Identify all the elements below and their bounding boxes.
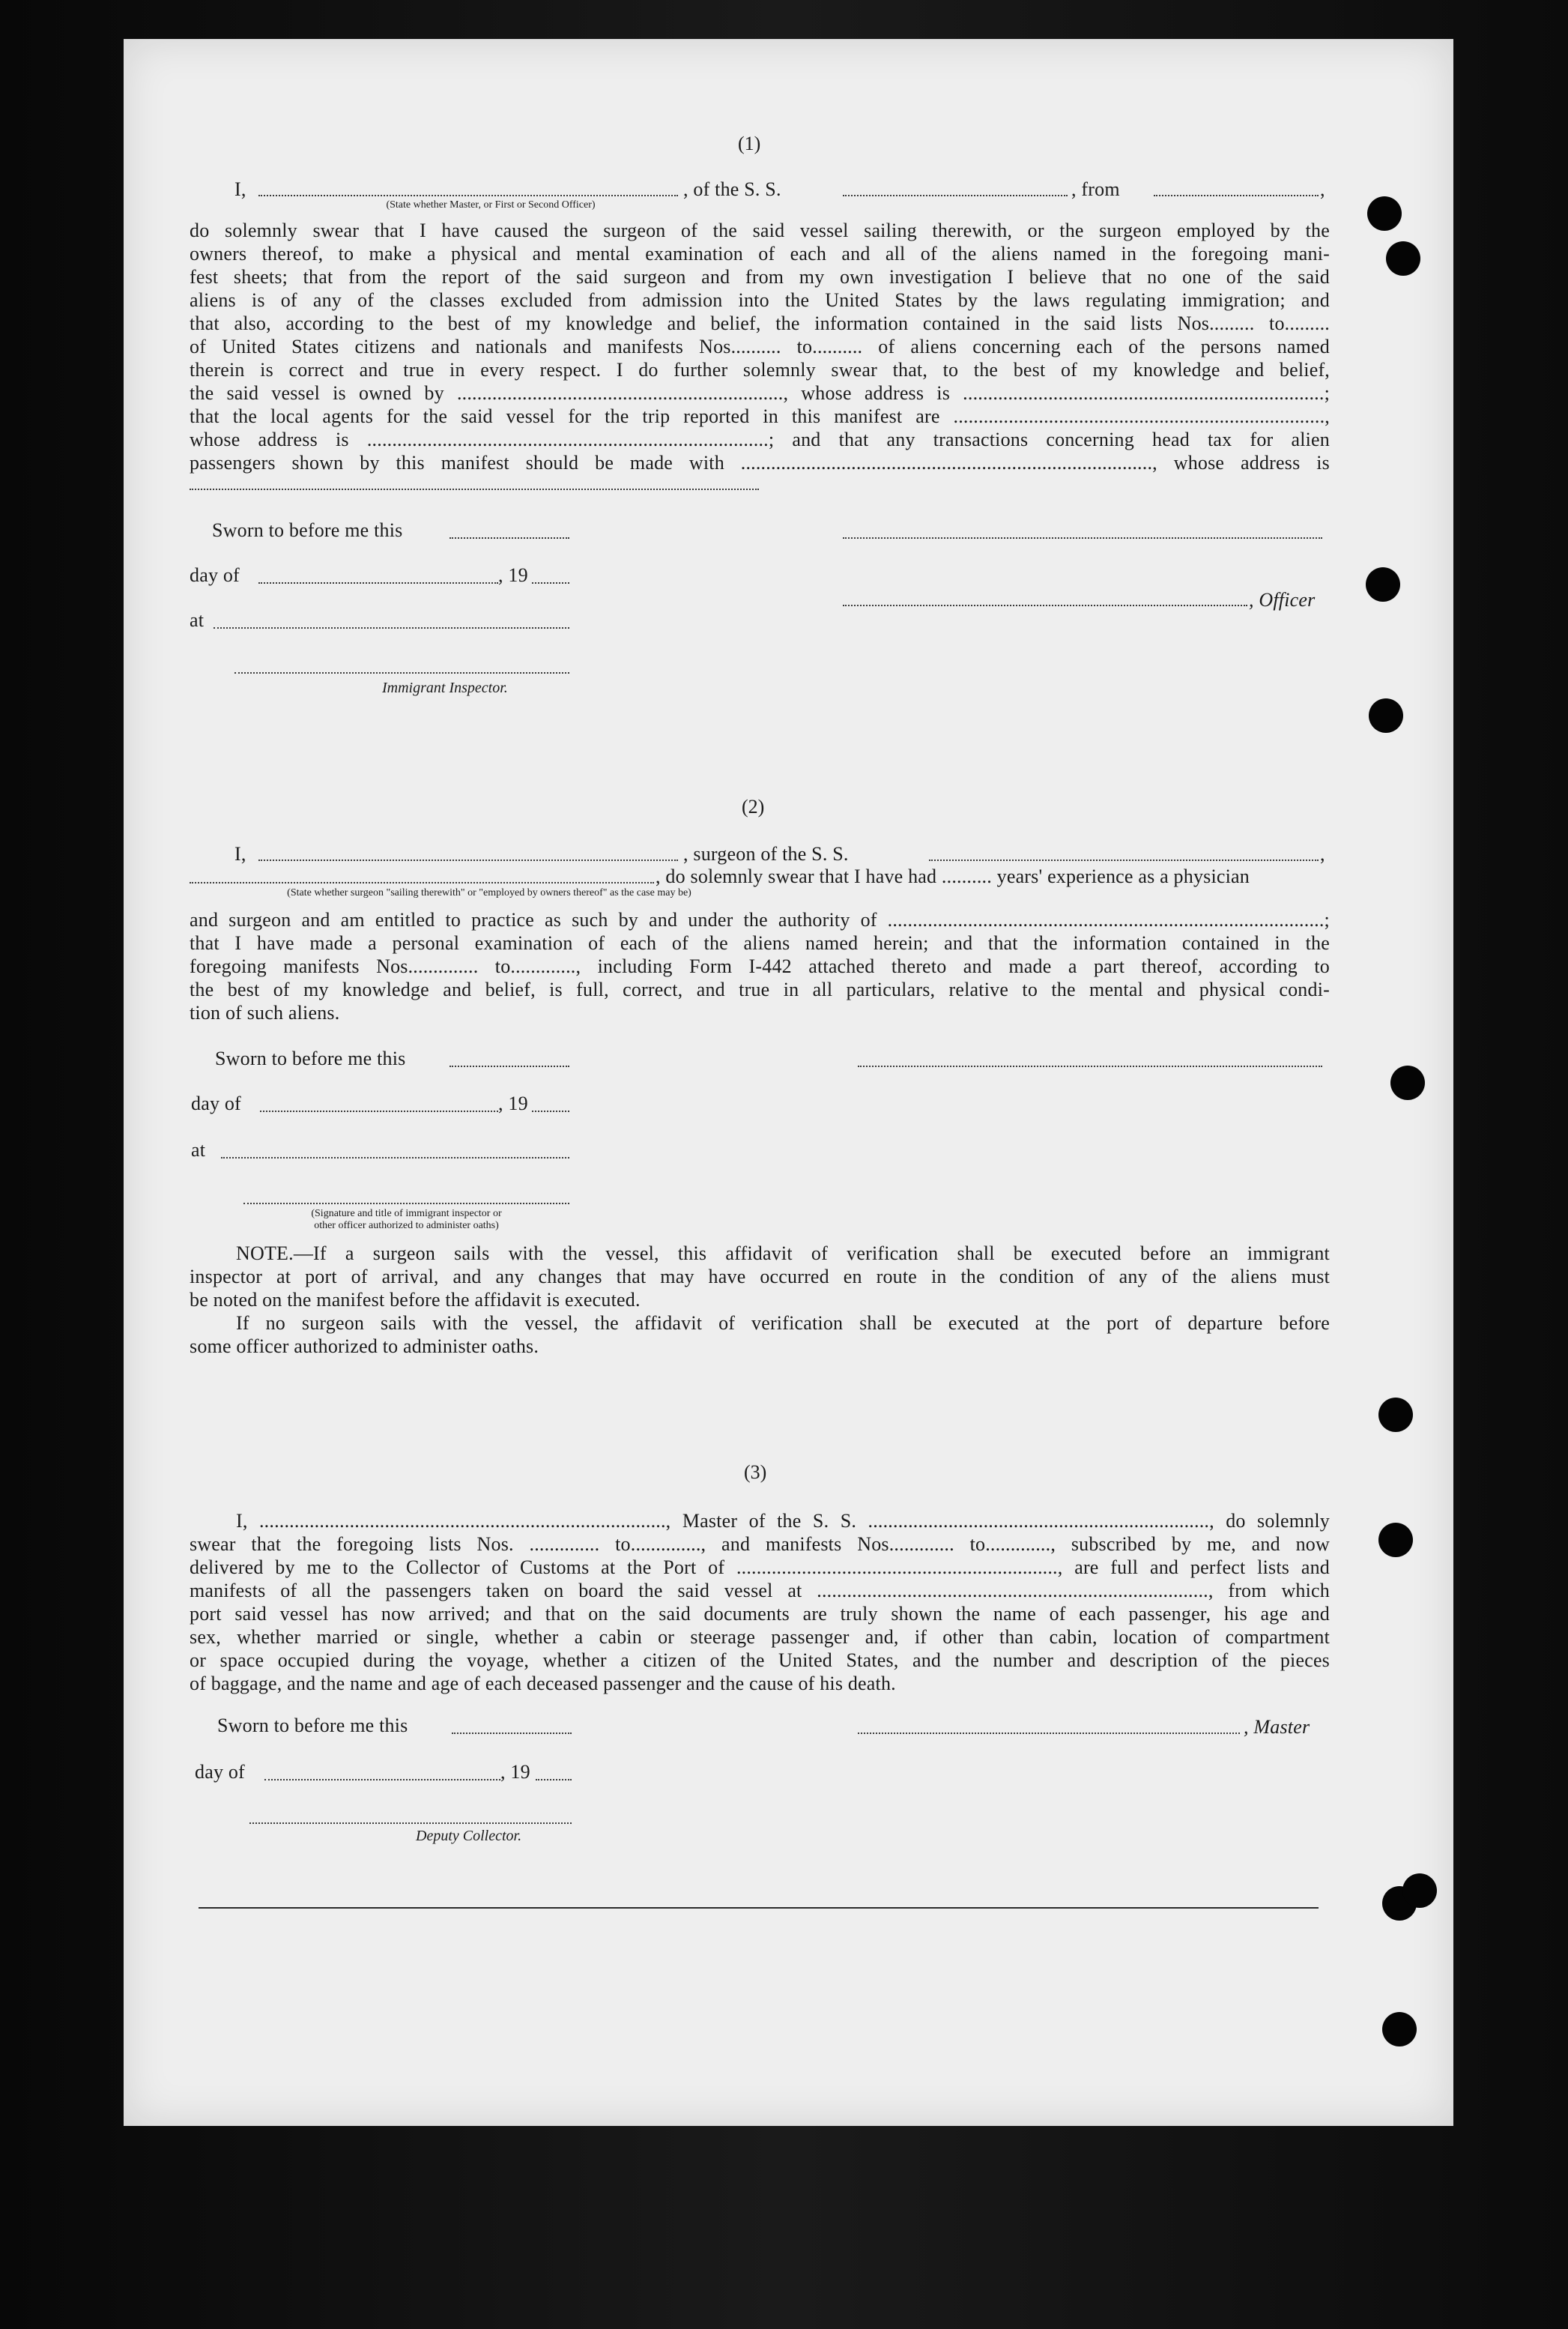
s1-at-blank — [214, 627, 569, 629]
s1-header-note: (State whether Master, or First or Second Officer) — [386, 199, 596, 211]
s1-line-11: passengers shown by this manifest should be made with .................................................................................., whose address is — [190, 452, 1330, 474]
s1-day-blank — [258, 582, 498, 584]
s2-note-line-4: If no surgeon sails with the vessel, the affidavit of verification shall be executed at the port of departure before — [236, 1312, 1330, 1334]
punch-hole — [1390, 1066, 1425, 1100]
s1-line-1: do solemnly swear that I have caused the surgeon of the said vessel sailing therewith, or the surgeon employed by the — [190, 220, 1330, 241]
s2-at-blank — [221, 1157, 569, 1159]
s3-line-8: of baggage, and the name and age of each deceased passenger and the cause of his death. — [190, 1673, 896, 1694]
s1-day-label: day of — [190, 564, 240, 586]
manifest-page — [124, 39, 1453, 2126]
s3-sworn-label: Sworn to before me this — [217, 1715, 408, 1736]
s2-line-1: and surgeon and am entitled to practice as such by and under the authority of .......................................................................................; — [190, 909, 1330, 931]
punch-hole — [1378, 1398, 1413, 1432]
bottom-rule — [199, 1907, 1319, 1909]
s3-year-label: , 19 — [500, 1761, 530, 1783]
s3-master-blank — [858, 1733, 1240, 1734]
s2-surgeon-label: , surgeon of the S. S. — [683, 843, 849, 865]
s2-day-label: day of — [191, 1093, 241, 1114]
punch-hole — [1367, 196, 1402, 231]
s1-line-8: the said vessel is owned by ................................................................., whose address is ........................................................................; — [190, 382, 1330, 404]
s2-sworn-label: Sworn to before me this — [215, 1048, 406, 1069]
s1-line-5: that also, according to the best of my knowledge and belief, the information contained in the said lists Nos......... to......... — [190, 312, 1330, 334]
s1-inspector-label: Immigrant Inspector. — [382, 680, 508, 696]
section-1-number: (1) — [738, 133, 761, 154]
s1-name-blank — [258, 195, 678, 196]
s3-line-2: swear that the foregoing lists Nos. .............. to.............., and manifests Nos............. to............., subscribed by me, and now — [190, 1533, 1330, 1555]
s2-line-3: foregoing manifests Nos.............. to............., including Form I-442 attached thereto and made a part thereof, according to — [190, 955, 1330, 977]
s1-year-label: , 19 — [498, 564, 528, 586]
s1-address-continuation — [190, 489, 759, 490]
s1-officer-blank — [843, 605, 1247, 606]
s2-note-line-3: be noted on the manifest before the affidavit is executed. — [190, 1289, 641, 1311]
s2-sig-note-2: other officer authorized to administer oaths) — [314, 1220, 499, 1231]
s2-year-blank — [532, 1111, 569, 1112]
s1-line-9: that the local agents for the said vessel for the trip reported in this manifest are .........................................................................., — [190, 405, 1330, 427]
s2-sig-note-1: (Signature and title of immigrant inspector or — [311, 1208, 502, 1219]
s2-line-2: that I have made a personal examination of each of the aliens named herein; and that the information contained in the — [190, 932, 1330, 954]
s2-name-blank — [258, 860, 678, 861]
punch-hole — [1402, 1873, 1437, 1908]
punch-hole — [1382, 2012, 1417, 2046]
s3-master-label: , Master — [1244, 1716, 1310, 1738]
s3-line-3: delivered by me to the Collector of Customs at the Port of ................................................................, are full and perfect lists and — [190, 1556, 1330, 1578]
s1-line-7: therein is correct and true in every respect. I do further solemnly swear that, to the best of my knowledge and belief, — [190, 359, 1330, 381]
s2-note-line-1: NOTE.—If a surgeon sails with the vessel, this affidavit of verification shall be executed before an immigrant — [236, 1242, 1330, 1264]
punch-hole — [1378, 1523, 1413, 1557]
s1-i-label: I, — [234, 178, 246, 200]
s2-type-blank — [190, 882, 654, 883]
s2-signature-blank — [858, 1066, 1322, 1067]
s1-officer-label: , Officer — [1249, 589, 1316, 611]
s1-header-end: , — [1320, 178, 1325, 200]
s1-line-4: aliens is of any of the classes excluded from admission into the United States by the laws regulating immigration; and — [190, 289, 1330, 311]
punch-hole — [1366, 567, 1400, 602]
s1-sworn-label: Sworn to before me this — [212, 519, 403, 541]
s3-line-5: port said vessel has now arrived; and that on the said documents are truly shown the name of each passenger, his age and — [190, 1603, 1330, 1625]
s2-year-label: , 19 — [498, 1093, 528, 1114]
s1-from-label: , from — [1071, 178, 1120, 200]
s1-sworn-blank — [449, 537, 569, 539]
s2-inspector-blank — [243, 1203, 569, 1204]
s3-day-blank — [264, 1779, 500, 1780]
s3-day-label: day of — [195, 1761, 245, 1783]
section-3-number: (3) — [744, 1461, 767, 1483]
s2-line-4: the best of my knowledge and belief, is full, correct, and true in all particulars, relative to the mental and physical condi- — [190, 979, 1330, 1000]
s1-inspector-blank — [234, 672, 569, 674]
punch-hole — [1386, 241, 1420, 276]
s3-line-7: or space occupied during the voyage, whether a citizen of the United States, and the number and description of the pieces — [190, 1649, 1330, 1671]
s2-at-label: at — [191, 1139, 206, 1161]
section-2-number: (2) — [742, 796, 765, 818]
s1-line-6: of United States citizens and nationals and manifests Nos.......... to.......... of aliens concerning each of the persons named — [190, 336, 1330, 357]
s3-collector-blank — [249, 1822, 572, 1824]
s3-line-6: sex, whether married or single, whether a cabin or steerage passenger and, if other than cabin, location of compartment — [190, 1626, 1330, 1648]
bleed-through-text — [228, 129, 241, 152]
s3-year-blank — [536, 1779, 572, 1780]
s1-line-2: owners thereof, to make a physical and mental examination of each and all of the aliens named in the foregoing mani- — [190, 243, 1330, 265]
s3-line-4: manifests of all the passengers taken on board the said vessel at .............................................................................., from which — [190, 1580, 1330, 1601]
s2-line-5: tion of such aliens. — [190, 1002, 340, 1024]
s1-year-blank — [532, 582, 569, 584]
s3-collector-label: Deputy Collector. — [416, 1828, 522, 1844]
s1-ss-label: , of the S. S. — [683, 178, 781, 200]
s1-vessel-blank — [843, 195, 1068, 196]
s2-header-note: (State whether surgeon "sailing therewith" or "employed by owners thereof" as the case may be) — [287, 887, 691, 898]
s1-line-10: whose address is ................................................................................; and that any transactions concerning head tax for alien — [190, 429, 1330, 450]
punch-hole — [1369, 698, 1403, 733]
s1-at-label: at — [190, 609, 205, 631]
s3-sworn-blank — [452, 1733, 572, 1734]
s2-i-label: I, — [234, 843, 246, 865]
s1-signature-blank-top — [843, 537, 1322, 539]
s1-from-blank — [1154, 195, 1319, 196]
s2-day-blank — [260, 1111, 498, 1112]
s2-vessel-blank — [929, 860, 1319, 861]
s2-sworn-blank — [449, 1066, 569, 1067]
s3-line-1: I, ................................................................................., Master of the S. S. ...................................................................., do solemnly — [236, 1510, 1330, 1532]
s2-note-line-5: some officer authorized to administer oaths. — [190, 1335, 539, 1357]
s2-note-line-2: inspector at port of arrival, and any changes that may have occurred en route in the condition of any of the aliens must — [190, 1266, 1330, 1287]
s1-line-3: fest sheets; that from the report of the said surgeon and from my own investigation I believe that no one of the said — [190, 266, 1330, 288]
s2-header-end: , — [1320, 843, 1325, 865]
s2-experience-line: , do solemnly swear that I have had .......... years' experience as a physician — [656, 866, 1250, 887]
